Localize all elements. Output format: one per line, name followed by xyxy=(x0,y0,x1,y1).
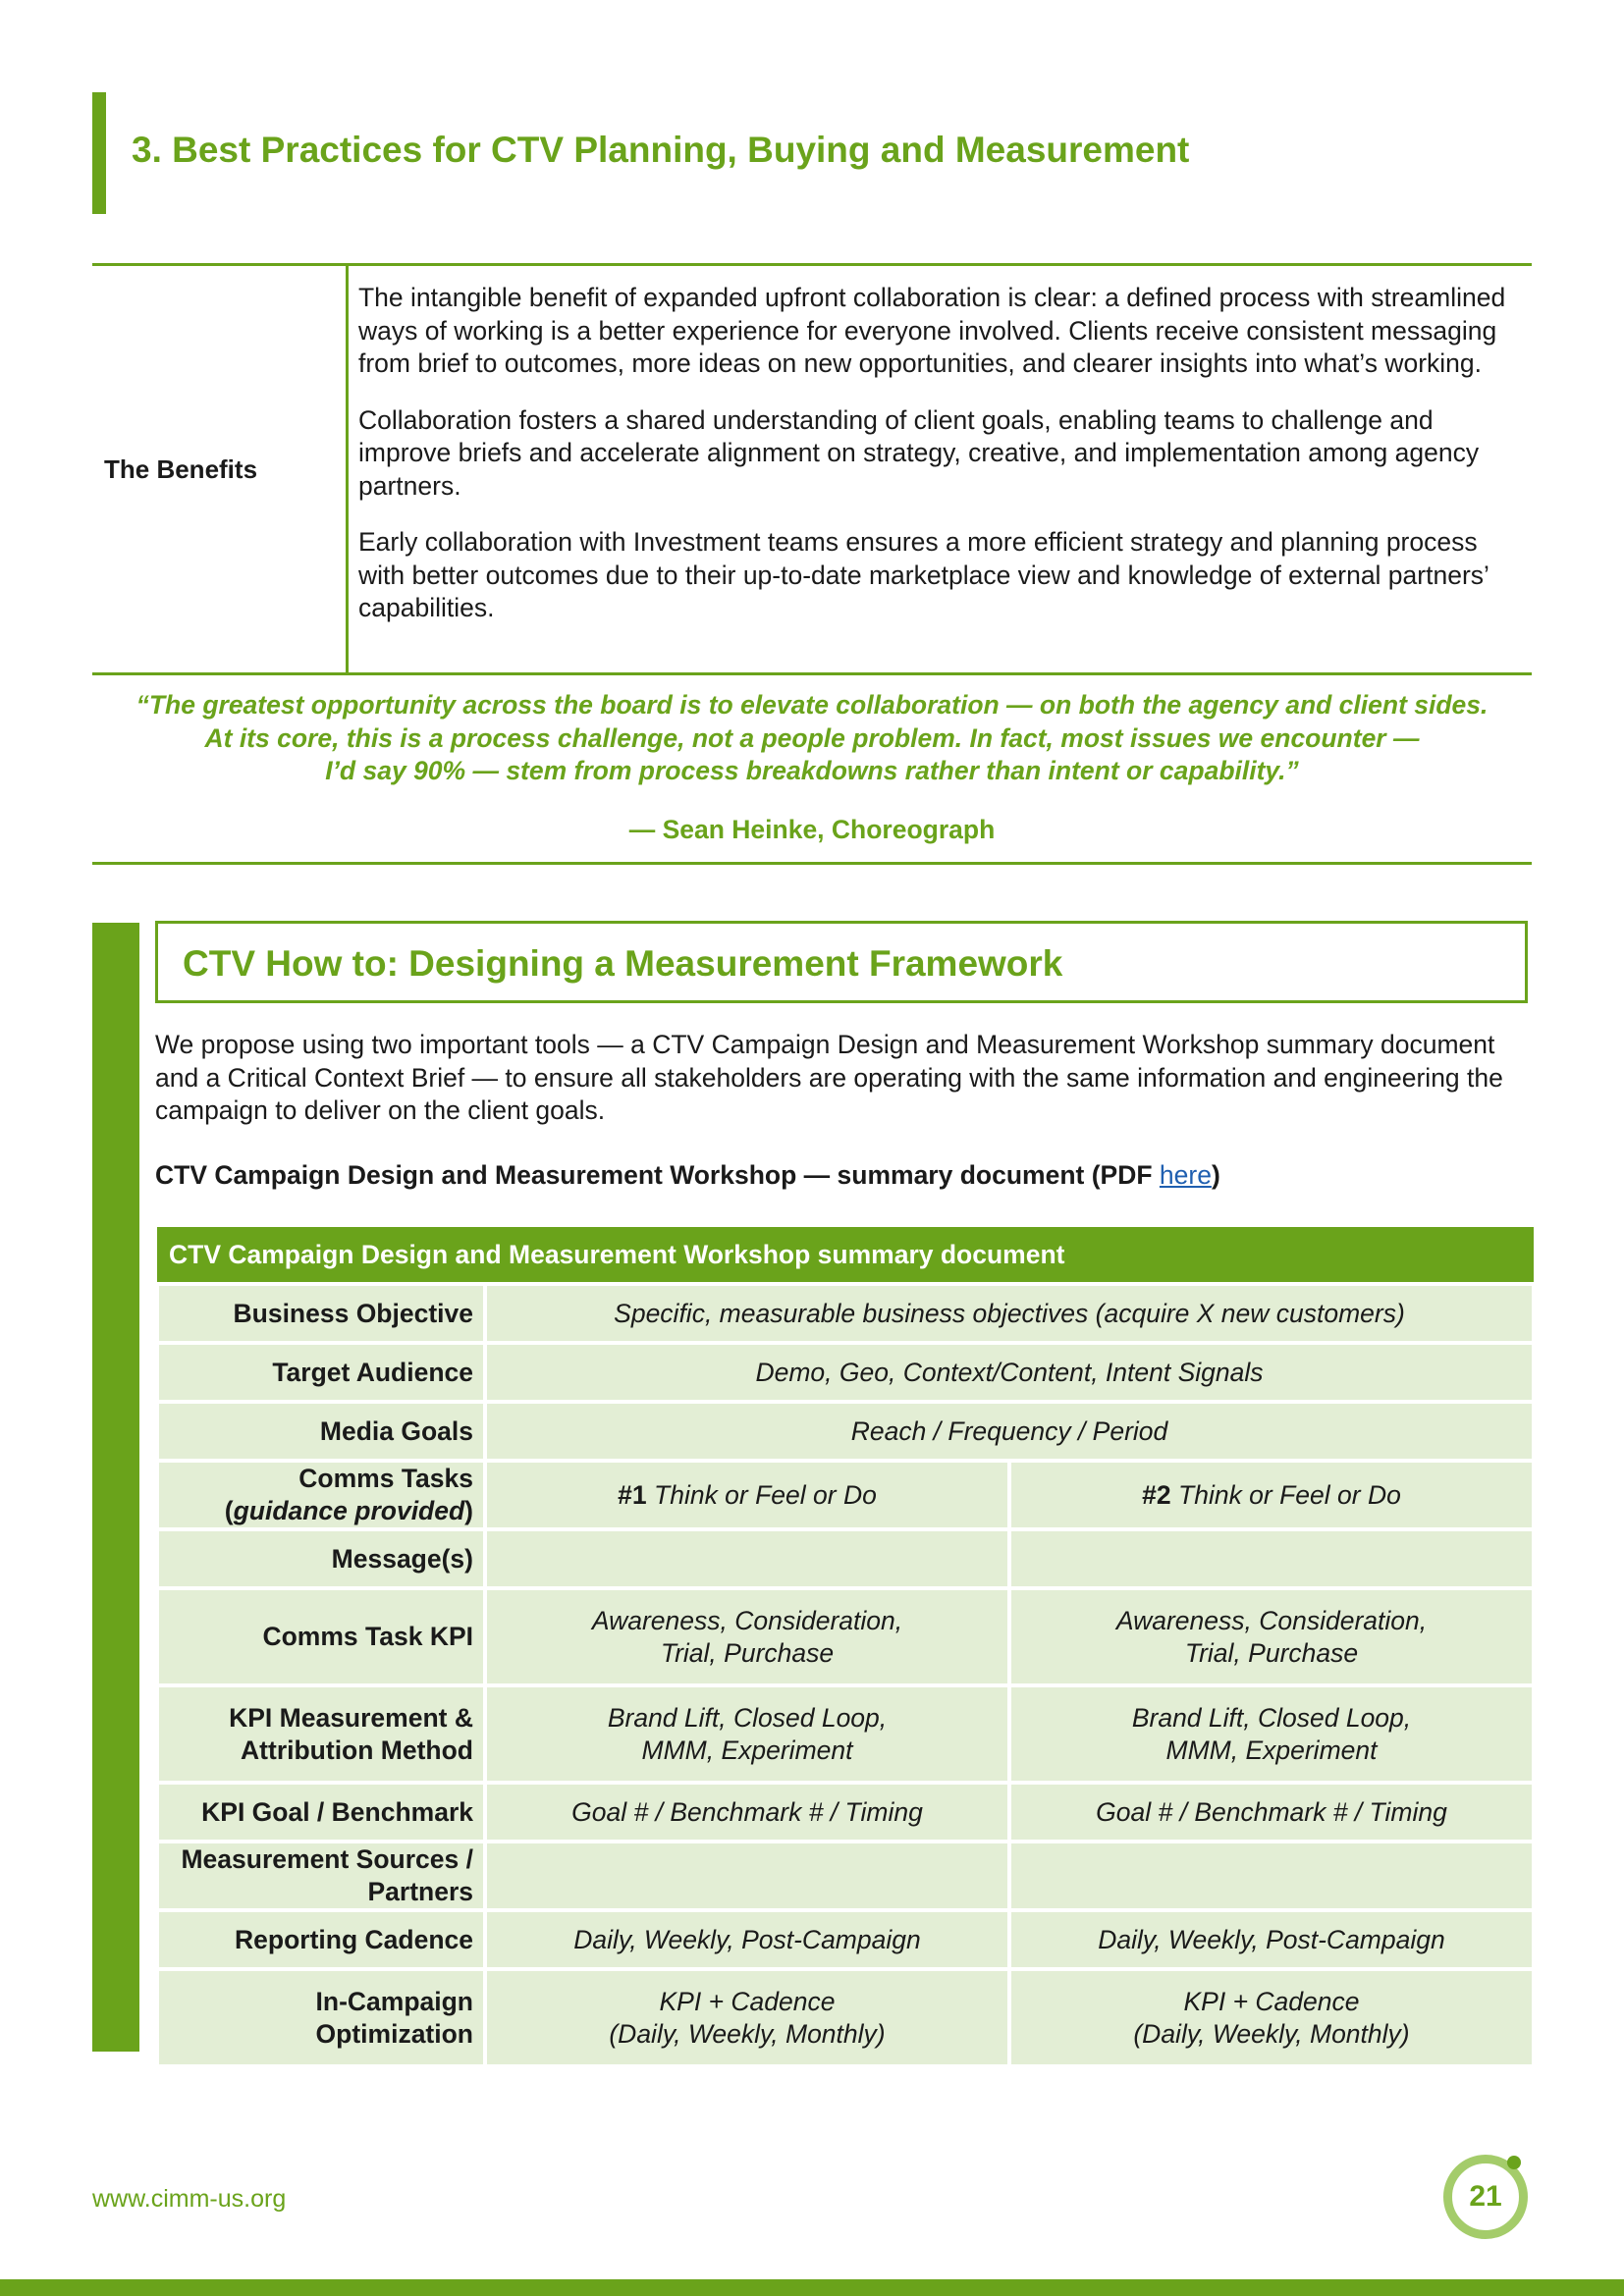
row-value xyxy=(485,1461,1009,1529)
label-part: Comms Tasks ( xyxy=(224,1464,473,1525)
row-label xyxy=(157,1461,485,1529)
value-line: Trial, Purchase xyxy=(1184,1637,1359,1668)
row-value xyxy=(1009,1529,1534,1588)
value-line: Awareness, Consideration, xyxy=(1115,1605,1428,1635)
howto-accent-bar xyxy=(92,923,139,2052)
pdf-here-link[interactable]: here xyxy=(1159,1160,1212,1190)
section-title: 3. Best Practices for CTV Planning, Buying and Measurement xyxy=(132,130,1190,170)
summary-document-label xyxy=(155,1160,1220,1191)
value-line: (Daily, Weekly, Monthly) xyxy=(1133,2018,1410,2049)
quote-line: At its core, this is a process challenge, not a people problem. In fact, most issues we encounter — xyxy=(204,722,1420,753)
row-value xyxy=(485,1588,1009,1685)
table-row xyxy=(157,1402,1534,1461)
value-line: Brand Lift, Closed Loop, xyxy=(607,1702,888,1733)
value-line: KPI + Cadence xyxy=(659,1986,836,2016)
benefits-label: The Benefits xyxy=(104,454,258,484)
row-value xyxy=(1009,1842,1534,1910)
table-row xyxy=(157,1969,1534,2066)
table-row xyxy=(157,1284,1534,1343)
row-value xyxy=(1009,1969,1534,2066)
value-line: Brand Lift, Closed Loop, xyxy=(1131,1702,1412,1733)
divider-rule xyxy=(92,862,1532,865)
row-value: Daily, Weekly, Post-Campaign xyxy=(485,1910,1009,1969)
row-value xyxy=(1009,1461,1534,1529)
howto-title: CTV How to: Designing a Measurement Framework xyxy=(183,943,1063,984)
value-line: Trial, Purchase xyxy=(660,1637,835,1668)
howto-title-box xyxy=(155,921,1528,1003)
row-value xyxy=(485,1969,1009,2066)
row-value: Demo, Geo, Context/Content, Intent Signals xyxy=(485,1343,1534,1402)
row-value xyxy=(485,1529,1009,1588)
table-row xyxy=(157,1529,1534,1588)
page-badge-dot xyxy=(1507,2156,1521,2169)
task-number: #2 xyxy=(1142,1479,1171,1510)
label-line: Attribution Method xyxy=(241,1735,473,1765)
table-row xyxy=(157,1685,1534,1783)
row-label: Message(s) xyxy=(157,1529,485,1588)
value-line: Awareness, Consideration, xyxy=(591,1605,903,1635)
row-value xyxy=(1009,1685,1534,1783)
row-label: Measurement Sources / Partners xyxy=(157,1842,485,1910)
benefits-body xyxy=(358,282,1517,649)
footer-url[interactable]: www.cimm-us.org xyxy=(92,2185,287,2213)
workshop-summary-table xyxy=(155,1227,1536,2068)
row-label xyxy=(157,1685,485,1783)
table-row xyxy=(157,1842,1534,1910)
table-row xyxy=(157,1588,1534,1685)
row-value xyxy=(485,1685,1009,1783)
row-value: Reach / Frequency / Period xyxy=(485,1402,1534,1461)
row-label: Comms Task KPI xyxy=(157,1588,485,1685)
row-value xyxy=(1009,1588,1534,1685)
value-line: MMM, Experiment xyxy=(641,1735,853,1765)
summary-document-text: CTV Campaign Design and Measurement Workshop — summary document (PDF xyxy=(155,1160,1160,1190)
value-line: (Daily, Weekly, Monthly) xyxy=(609,2018,886,2049)
row-value: Goal # / Benchmark # / Timing xyxy=(1009,1783,1534,1842)
benefits-paragraph: Early collaboration with Investment teams ensures a more efficient strategy and planning process with better outcomes due to their up-to-date marketplace view and knowledge of external partners’ capabilities. xyxy=(358,527,1489,622)
table-row xyxy=(157,1910,1534,1969)
summary-document-close: ) xyxy=(1211,1160,1220,1190)
row-label: Reporting Cadence xyxy=(157,1910,485,1969)
row-label: KPI Goal / Benchmark xyxy=(157,1783,485,1842)
task-text: Think or Feel or Do xyxy=(1170,1479,1401,1510)
table-row xyxy=(157,1461,1534,1529)
quote-line: I’d say 90% — stem from process breakdowns rather than intent or capability.” xyxy=(325,756,1299,785)
label-line: KPI Measurement & xyxy=(229,1702,473,1733)
section-accent-bar xyxy=(92,92,106,214)
task-number: #1 xyxy=(618,1479,647,1510)
value-line: KPI + Cadence xyxy=(1183,1986,1360,2016)
row-label: In-Campaign Optimization xyxy=(157,1969,485,2066)
howto-intro: We propose using two important tools — a CTV Campaign Design and Measurement Workshop summary document and a Critical Context Brief — to ensure all stakeholders are operating with the same information and engineering the campaign to deliver on the client goals. xyxy=(155,1030,1503,1125)
row-value: Daily, Weekly, Post-Campaign xyxy=(1009,1910,1534,1969)
table-row xyxy=(157,1343,1534,1402)
footer-band xyxy=(0,2279,1624,2296)
quote-line: “The greatest opportunity across the board is to elevate collaboration — on both the agency and client sides. xyxy=(135,690,1489,720)
task-text: Think or Feel or Do xyxy=(646,1479,877,1510)
quote-author: — Sean Heinke, Choreograph xyxy=(628,815,996,844)
row-value: Goal # / Benchmark # / Timing xyxy=(485,1783,1009,1842)
table-row xyxy=(157,1783,1534,1842)
benefits-paragraph: Collaboration fosters a shared understanding of client goals, enabling teams to challenge and improve briefs and accelerate alignment on strategy, creative, and implementation among agency partners. xyxy=(358,404,1480,501)
label-emphasis: guidance provided xyxy=(233,1496,465,1525)
table-header: CTV Campaign Design and Measurement Workshop summary document xyxy=(157,1227,1534,1284)
row-label: Target Audience xyxy=(157,1343,485,1402)
row-label: Business Objective xyxy=(157,1284,485,1343)
benefits-paragraph: The intangible benefit of expanded upfront collaboration is clear: a defined process with streamlined ways of working is a better experience for everyone involved. Clients receive consistent messaging from brief to outcomes, more ideas on new opportunities, and clearer insights into what’s working. xyxy=(358,283,1506,378)
pull-quote xyxy=(92,689,1532,788)
value-line: MMM, Experiment xyxy=(1165,1735,1378,1765)
row-value: Specific, measurable business objectives (acquire X new customers) xyxy=(485,1284,1534,1343)
page-number: 21 xyxy=(1469,2180,1502,2213)
row-value xyxy=(485,1842,1009,1910)
label-part: ) xyxy=(464,1496,473,1525)
benefits-table xyxy=(92,263,1532,675)
row-label: Media Goals xyxy=(157,1402,485,1461)
benefits-divider xyxy=(346,266,349,672)
